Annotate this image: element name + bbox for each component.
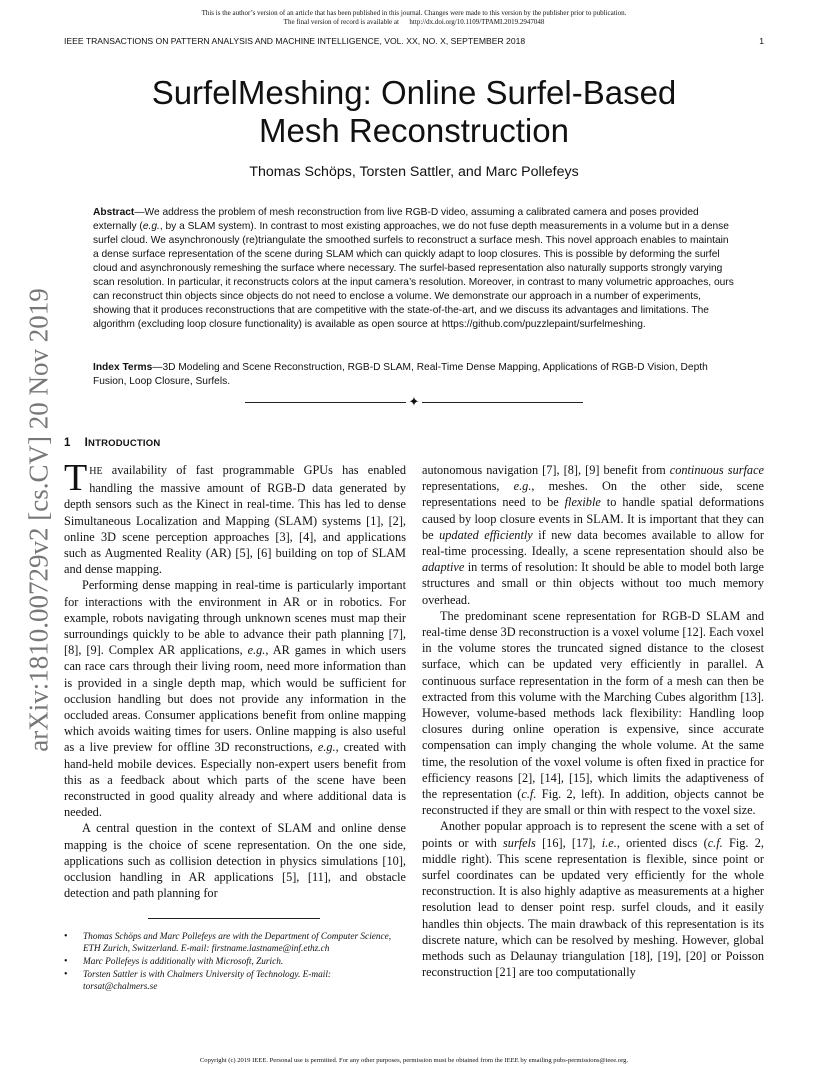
- paragraph-text: autonomous navigation [7], [8], [9] benefit from: [422, 463, 670, 477]
- right-column: [422, 462, 764, 981]
- italic-text: e.g.: [513, 479, 532, 494]
- italic-text: c.f.: [521, 787, 537, 802]
- footnote: • Torsten Sattler is with Chalmers University of Technology. E-mail: torsat@chalmers.se: [64, 969, 406, 993]
- abstract-label: Abstract: [93, 207, 135, 218]
- footnote: • Marc Pollefeys is additionally with Microsoft, Zurich.: [64, 956, 406, 968]
- section-title-rest: NTRODUCTION: [88, 438, 161, 449]
- paragraph-text: A central question in the context of SLAM and online dense mapping is the choice of scene representation. On the one side, applications such as collision detection in physics simulations [10], occlusion handling in AR applications [5], [11], and obstacle detection and path planning for: [64, 821, 406, 901]
- section-heading: [64, 437, 160, 449]
- italic-text: i.e.: [601, 835, 617, 850]
- paragraph: [422, 462, 764, 608]
- index-terms-text: —3D Modeling and Scene Reconstruction, RGB-D SLAM, Real-Time Dense Mapping, Applications of RGB-D Vision, Depth Fusion, Loop Closure, Surfels.: [93, 362, 708, 387]
- abstract-text-1: —We address the problem of mesh reconstruction from live RGB-D video, assuming a calibrated camera and poses provided externally (: [93, 207, 699, 232]
- paragraph-text: Performing dense mapping in real-time is particularly important for interactions with the environment in AR or in robotics. For example, robots navigating through unknown scenes must map their surroundings quickly to be able to advance their path planning [7], [8], [9]. Complex AR applications,: [64, 578, 406, 658]
- italic-text: updated efficiently: [439, 527, 533, 542]
- abstract: [93, 206, 735, 332]
- index-terms-label: Index Terms: [93, 362, 153, 373]
- paragraph-text: , created with hand-held mobile devices. Especially non-expert users benefit from this as a feedback about which parts of the scene have been reconstructed in good quality already and where additional data is needed.: [64, 740, 406, 820]
- publication-notice-line-2: The final version of record is available at http://dx.doi.org/10.1109/TPAMI.2019.2947048: [283, 18, 545, 26]
- copyright-notice: Copyright (c) 2019 IEEE. Personal use is permitted. For any other purposes, permission must be obtained from the IEEE by emailing pubs-permissions@ieee.org.: [199, 1057, 629, 1064]
- paper-title-line-2: Mesh Reconstruction: [259, 112, 569, 149]
- footnote-list: [64, 931, 406, 994]
- left-column: [64, 457, 406, 901]
- paragraph-text: , oriented discs (: [616, 835, 708, 850]
- publication-notice-line-1: This is the author’s version of an article that has been published in this journal. Changes were made to this version by the publisher prior to publication.: [201, 9, 627, 17]
- paragraph: [64, 457, 406, 577]
- italic-text: adaptive: [422, 560, 465, 575]
- paper-title-line-1: SurfelMeshing: Online Surfel-Based: [151, 74, 677, 111]
- paragraph-text: if new data becomes available to allow for real-time processing. Ideally, a scene representation should also be: [422, 527, 764, 559]
- footnote-rule: [148, 918, 320, 919]
- paragraph-text: , meshes. On the other side, scene representations need to be: [422, 479, 764, 510]
- author-list: Thomas Schöps, Torsten Sattler, and Marc Pollefeys: [249, 164, 579, 180]
- abstract-text-2: , by a SLAM system). In contrast to most existing approaches, we do not fuse depth measurements in a volume but in a dense surfel cloud. We asynchronously (re)triangulate the smoothed surfels to reconstruct a surface mesh. This novel approach enables to maintain a dense surface representation of the scene during SLAM which can quickly adapt to loop closures. This is possible by deforming the surfel cloud and asynchronously remeshing the surface where necessary. The surfel-based representation also naturally supports strongly varying scan resolution. In particular, it reconstructs colors at the input camera’s resolution. Moreover, in contrast to many volumetric approaches, ours can reconstruct thin objects since objects do not need to enclose a volume. We demonstrate our approach in a number of experiments, showing that it produces reconstructions that are competitive with the state-of-the-art, and we discuss its advantages and limitations. The algorithm (excluding loop closure functionality) is available as open source at https://github.com/puzzlepaint/surfelmeshing.: [93, 221, 734, 330]
- paper-title: [64, 74, 764, 150]
- paragraph: [422, 818, 764, 980]
- paragraph-text: availability of fast programmable GPUs has enabled handling the massive amount of RGB-D data generated by depth sensors such as the Kinect in real-time. This has led to dense Simultaneous Localization and Mapping (SLAM) systems [1], [2], online 3D scene perception approaches [3], [4], and applications such as Augmented Reality (AR) [5], [6] building on top of SLAM and dense mapping.: [64, 463, 406, 577]
- running-head: [64, 36, 764, 46]
- paragraph-text: The predominant scene representation for RGB-D SLAM and real-time dense 3D reconstruction is a voxel volume [12]. Each voxel in the volume stores the truncated signed distance to the closest surface, which can be updated very efficiently in parallel. A continuous surface representation in the form of a mesh can then be extracted from this volume with the Marching Cubes algorithm [13]. However, volume-based methods lack flexibility: Handling loop closures during online operation is expensive, since accurate compensation can imply changing the whole volume. At the same time, the resolution of the voxel volume is often fixed in practice for efficiency reasons [2], [14], [15], which limits the adaptiveness of the representation (: [422, 608, 764, 802]
- paragraph-text: in terms of resolution: It should be able to model both large structures and small or thin objects without too much memory overhead.: [422, 560, 764, 607]
- italic-text: flexible: [564, 495, 601, 510]
- paragraph-text: Another popular approach is to represent the scene with a set of points or with: [422, 819, 764, 850]
- paragraph-text: , AR games in which users can race cars through their living room, need more information than is provided in a single depth map, which would be sufficient for occlusion handling but does not provide any information in the occluded areas. Consumer applications benefit from online mapping which avoids waiting times for users. Online mapping is also useful as a live preview for offline 3D reconstructions,: [64, 643, 406, 755]
- italic-text: e.g.: [317, 740, 336, 755]
- italic-text: e.g.: [247, 643, 266, 658]
- section-title-initial: I: [84, 437, 89, 449]
- paragraph-text: representations,: [422, 479, 514, 494]
- journal-name: IEEE TRANSACTIONS ON PATTERN ANALYSIS AND MACHINE INTELLIGENCE, VOL. XX, NO. X, SEPTEMBER 2018: [64, 36, 526, 46]
- index-terms: [93, 361, 735, 389]
- publication-notice: [0, 9, 828, 27]
- page-number: 1: [759, 36, 764, 46]
- footnote: • Thomas Schöps and Marc Pollefeys are with the Department of Computer Science, ETH Zurich, Switzerland. E-mail: firstname.lastname@inf.ethz.ch: [64, 931, 406, 955]
- paragraph: [64, 820, 406, 901]
- paragraph-text: to handle spatial deformations caused by loop closure events in SLAM. It is important that they can be: [422, 495, 764, 542]
- italic-text: continuous surface: [669, 463, 764, 477]
- drop-cap: T: [64, 457, 88, 499]
- paragraph: [422, 608, 764, 819]
- divider-star-icon: ✦: [406, 394, 422, 410]
- small-caps-word: HE: [89, 466, 103, 477]
- paragraph-text: Fig. 2, middle right). This scene representation is flexible, since point or surfel coordinates can be updated very efficiently for the whole reconstruction. It is also highly adaptive as measurements at a higher resolution lead to denser point resp. surfel clouds, and it easily handles thin objects. The main drawback of this representation is its discrete nature, which can be resolved by meshing. However, global methods such as Delaunay triangulation [18], [19], [20] or Poisson reconstruction [21] are too computationally: [422, 835, 764, 980]
- paragraph-text: Fig. 2, left). In addition, objects cannot be reconstructed if they are small or thin with respect to the voxel size.: [422, 787, 764, 818]
- paragraph: [64, 577, 406, 820]
- arxiv-stamp: arXiv:1810.00729v2 [cs.CV] 20 Nov 2019: [23, 288, 54, 752]
- section-number: 1: [64, 437, 71, 449]
- paragraph-text: [16], [17],: [535, 835, 602, 850]
- italic-text: c.f.: [707, 835, 723, 850]
- abstract-eg: e.g.: [142, 221, 160, 232]
- italic-text: surfels: [503, 835, 536, 850]
